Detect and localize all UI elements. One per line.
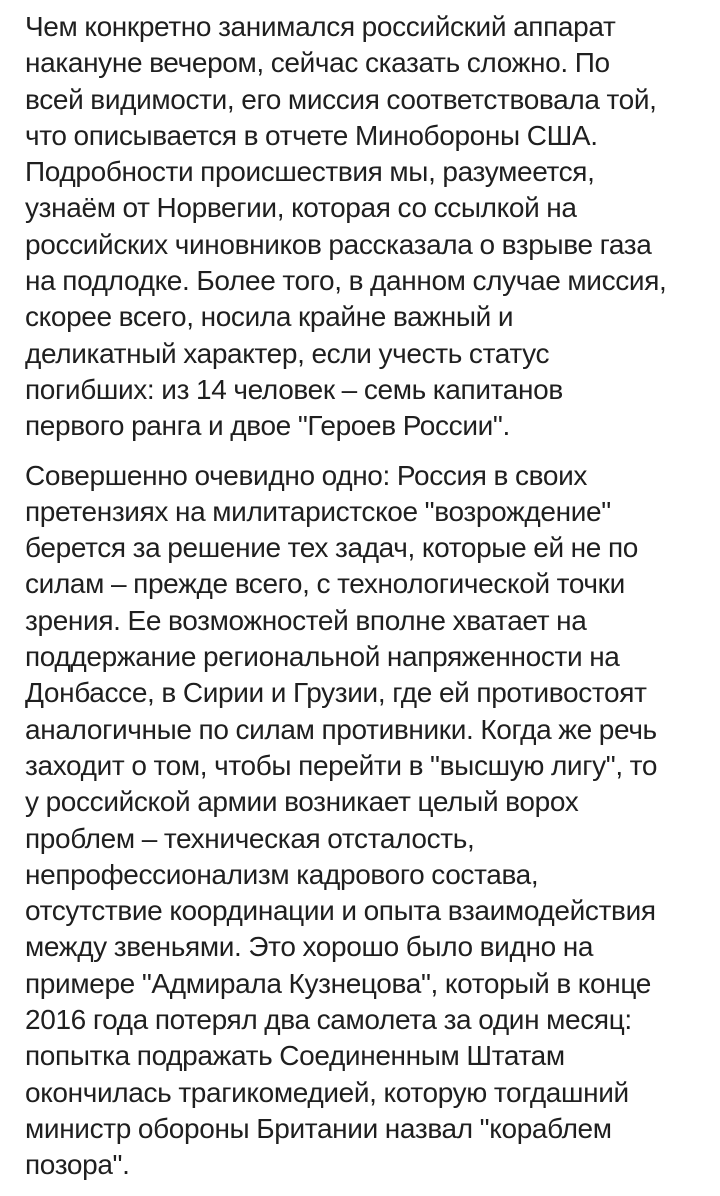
text-line: заходит о том, чтобы перейти в "высшую лигу", то bbox=[25, 749, 658, 781]
text-line: погибших: из 14 человек – семь капитанов bbox=[25, 373, 563, 405]
text-line: берется за решение тех задач, которые ей не по bbox=[25, 532, 638, 564]
text-line: Донбассе, в Сирии и Грузии, где ей противостоят bbox=[25, 677, 647, 709]
text-line: между звеньями. Это хорошо было видно на bbox=[25, 931, 594, 963]
text-line: зрения. Ее возможностей вполне хватает на bbox=[25, 604, 587, 636]
text-line: примере "Адмирала Кузнецова", который в конце bbox=[25, 967, 651, 999]
text-line: непрофессионализм кадрового состава, bbox=[25, 858, 539, 890]
text-line: на подлодке. Более того, в данном случае миссия, bbox=[25, 265, 667, 297]
text-line: силам – прежде всего, с технологической точки bbox=[25, 568, 625, 600]
text-line: российских чиновников рассказала о взрыве газа bbox=[25, 228, 652, 260]
text-line: министр обороны Британии назвал "кораблем bbox=[25, 1112, 612, 1144]
text-line: поддержание региональной напряженности на bbox=[25, 641, 620, 673]
text-line: позора". bbox=[25, 1149, 130, 1181]
text-line: аналогичные по силам противники. Когда же речь bbox=[25, 713, 657, 745]
text-line: Подробности происшествия мы, разумеется, bbox=[25, 156, 595, 188]
text-line: узнаём от Норвегии, которая со ссылкой на bbox=[25, 192, 577, 224]
text-line: претензиях на милитаристское "возрождение" bbox=[25, 495, 611, 527]
text-line: проблем – техническая отсталость, bbox=[25, 822, 475, 854]
text-line: у российской армии возникает целый ворох bbox=[25, 786, 579, 818]
text-line: 2016 года потерял два самолета за один месяц: bbox=[25, 1004, 632, 1036]
text-line: всей видимости, его миссия соответствовала той, bbox=[25, 83, 657, 115]
text-line: отсутствие координации и опыта взаимодействия bbox=[25, 895, 656, 927]
text-line: окончилась трагикомедией, которую тогдашний bbox=[25, 1076, 629, 1108]
text-line: что описывается в отчете Минобороны США. bbox=[25, 119, 598, 151]
text-line: скорее всего, носила крайне важный и bbox=[25, 301, 514, 333]
text-line: накануне вечером, сейчас сказать сложно. По bbox=[25, 47, 610, 79]
text-line: деликатный характер, если учесть статус bbox=[25, 337, 550, 369]
text-line: попытка подражать Соединенным Штатам bbox=[25, 1040, 565, 1072]
paragraph-2 bbox=[25, 458, 696, 1184]
text-line: Совершенно очевидно одно: Россия в своих bbox=[25, 459, 588, 491]
paragraph-1 bbox=[25, 9, 696, 445]
text-line: первого ранга и двое "Героев России". bbox=[25, 410, 510, 442]
text-line: Чем конкретно занимался российский аппарат bbox=[25, 11, 616, 42]
